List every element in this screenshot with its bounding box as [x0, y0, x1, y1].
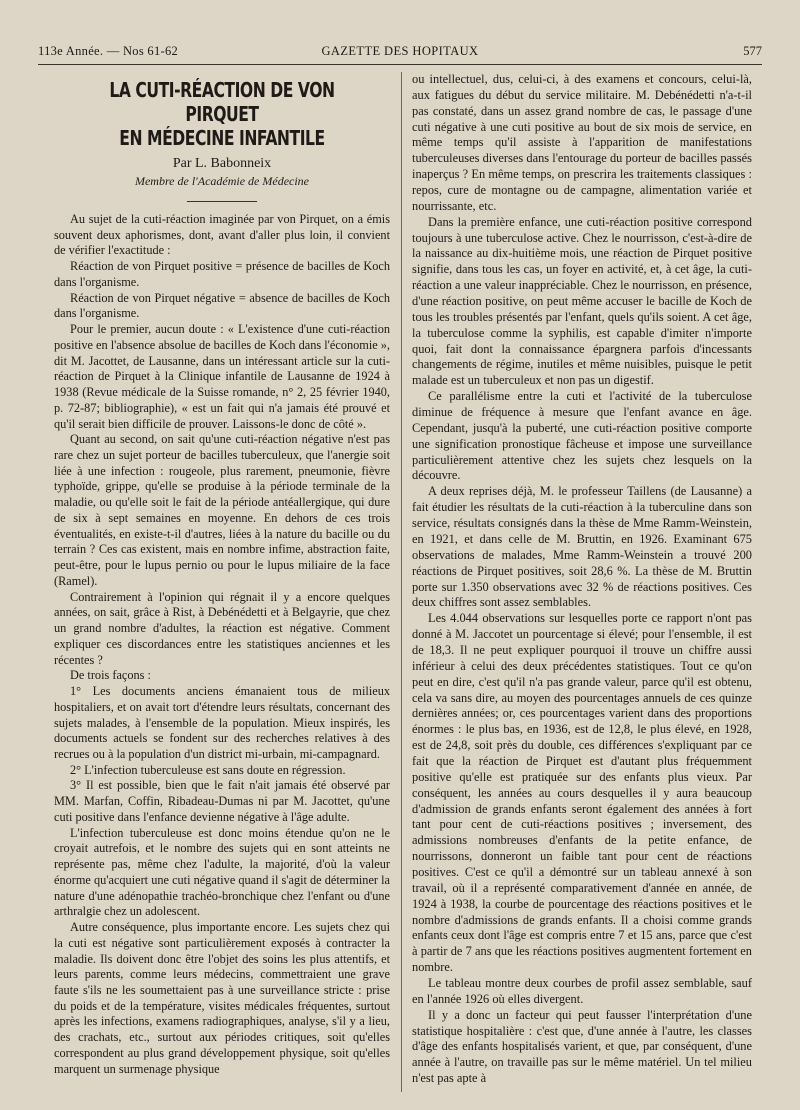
issue-info: 113e Année. — Nos 61-62	[38, 44, 179, 58]
paragraph: 1° Les documents anciens émanaient tous de milieux hospitaliers, et on avait tort d'étendre leurs résultats, concernant des sujets malades, à l'ensemble de la population. Mieux inspirés, les documents actuels se fondent sur des recherches relatives à des recrues ou à la population d'un district mi-urbain, mi-campagnard.	[54, 684, 390, 761]
page-number: 577	[743, 44, 762, 58]
paragraph: Il y a donc un facteur qui peut fausser l'interprétation d'une statistique hospitalière : c'est que, d'une année à l'autre, les classes d'âge des enfants hospitalisés varient, et que, par conséquent, d'une année à l'autre, on travaille pas sur le même matériel. Un tel milieu n'est pas apte à	[412, 1007, 752, 1086]
paragraph: 3° Il est possible, bien que le fait n'ait jamais été observé par MM. Marfan, Coffin, Ribadeau-Dumas ni par M. Jacottet, qu'une cuti positive dans l'enfance devienne négative à l'âge adulte.	[54, 778, 390, 824]
paragraph: Quant au second, on sait qu'une cuti-réaction négative n'est pas rare chez un sujet porteur de bacilles tuberculeux, que l'anergie soit liée à une infection : rougeole, plus rarement, pneumonie, fièvre typhoïde, grippe, qu'elle se produise à la période terminale de la maladie, ou qu'elle soit le fait de la période antéallergique, qui dure de six à sept semaines en moyenne. En dehors de ces trois éventualités, en existe-t-il d'autres, liées à la nature du bacille ou du terrain ? Ces cas existent, mais en nombre infime, abstraction faite, peut-être, pour le lupus pernio ou pour le lupus miliaire de la face (Ramel).	[54, 432, 390, 588]
publication-title: GAZETTE DES HOPITAUX	[321, 44, 479, 58]
author-affiliation: Membre de l'Académie de Médecine	[134, 174, 310, 188]
paragraph: Le tableau montre deux courbes de profil assez semblable, sauf en l'année 1926 où elles divergent.	[412, 975, 752, 1006]
article-byline: Par L. Babonneix	[172, 156, 272, 171]
paragraph: Dans la première enfance, une cuti-réaction positive correspond toujours à une tuberculose active. Chez le nourrisson, c'est-à-dire de la naissance au dix-huitième mois, une réaction de Pirquet positive signifie, dans tous les cas, un foyer en activité, et, à cet âge, la cuti-réaction a une valeur inappréciable. Chez le nourrisson, en présence, d'une réaction positive, on peut même accuser le bacille de Koch de tous les troubles présentés par l'enfant, quels qu'ils soient. A cet âge, la tuberculose comme la syphilis, est capable d'imiter n'importe quoi, fait dont la connaissance épargnera parfois d'incessants changements de régime, inutiles et même nuisibles, puisque le petit malade est un tuberculeux et non pas un digestif.	[412, 214, 752, 388]
paragraph: 2° L'infection tuberculeuse est sans doute en régression.	[70, 762, 346, 777]
paragraph: Les 4.044 observations sur lesquelles porte ce rapport n'ont pas donné à M. Jaccotet un pourcentage si élevé; pour l'ensemble, il est de 18,3. Il ne peut expliquer pourquoi il trouve un chiffre aussi inférieur à celui des deux précédentes statistiques. Tout ce qu'on peut en dire, c'est qu'il n'a pas grande valeur, parce qu'il est obtenu, cela va sans dire, au moyen des pourcentages annuels de ces quinze dernières années; or, ces pourcentages varient dans des proportions énormes : le plus bas, en 1936, est de 12,8, le plus élevé, en 1928, est de 24,8, soit près du double, ces différences s'expliquant par ce fait que la réaction de Pirquet est d'autant plus fréquemment positive qu'elle est pratiquée sur des enfants plus vieux. Par conséquent, les années au cours desquelles il y aura beaucoup d'admission de grands enfants seront également des années à fort tant pour cent de cuti-réactions positives ; inversement, des admissions nombreuses d'enfants de la petite enfance, de nourrissons, donneront un faible tant pour cent de réactions positives. C'est ce qu'il a démontré sur un tableau annexé à son travail, où il a représenté comparativement d'année en année, de 1924 à 1938, la courbe de pourcentage des réactions positives et le nombre d'admissions de grands enfants. Il a choisi comme grands enfants ceux dont l'âge est compris entre 7 et 15 ans, parce que c'est à partir de 7 ans que les réactions positives augmentent fortement en nombre.	[412, 611, 752, 975]
right-column-text	[412, 72, 752, 1087]
paragraph: Ce parallélisme entre la cuti et l'activité de la tuberculose diminue de fréquence à mesure que l'enfant avance en âge. Cependant, jusqu'à la puberté, une cuti-réaction positive comporte une signification pronostique fâcheuse et impose une surveillance particulièrement attentive chez les sujets chez lesquels on la découvre.	[412, 389, 752, 483]
left-column-text	[54, 212, 390, 1077]
column-divider	[401, 72, 402, 1092]
paragraph: Au sujet de la cuti-réaction imaginée par von Pirquet, on a émis souvent deux aphorismes, dont, avant d'aller plus loin, il convient de vérifier l'exactitude :	[54, 212, 390, 258]
paragraph: Pour le premier, aucun doute : « L'existence d'une cuti-réaction positive en l'absence absolue de bacilles de Koch dans l'économie », dit M. Jacottet, de Lausanne, dans un intéressant article sur la cuti-réaction de Pirquet à la Clinique infantile de Lausanne de 1924 à 1938 (Revue médicale de la Suisse romande, n° 2, 25 février 1940, p. 72-87; bibliographie), « est un fait qui n'a jamais été prouvé et qu'il serait bien difficile de prouver. Laissons-le donc de côté ».	[54, 322, 390, 431]
article-title-line-2: EN MÉDECINE INFANTILE	[119, 126, 325, 150]
paragraph: Réaction de von Pirquet négative = absence de bacilles de Koch dans l'organisme.	[54, 290, 390, 321]
paragraph: Réaction de von Pirquet positive = présence de bacilles de Koch dans l'organisme.	[54, 259, 390, 289]
page-header	[38, 42, 762, 64]
article-title	[91, 78, 353, 150]
paragraph: ou intellectuel, dus, celui-ci, à des examens et concours, celui-là, aux fatigues du début du service militaire. M. Debénédetti n'a-t-il pas constaté, dans un assez grand nombre de cas, le passage d'une cuti négative à une cuti positive au bout de six mois de service, en même temps qu'il assiste à l'apparition de manifestations tuberculeuses diverses dans l'entourage du porteur de bacilles passés inaperçus ? En même temps, on prescrira les traitements classiques : repos, cure de montagne ou de campagne, alimentation variée et nourrissante, etc.	[412, 72, 752, 213]
title-rule	[187, 201, 257, 202]
paragraph: Autre conséquence, plus importante encore. Les sujets chez qui la cuti est négative sont particulièrement exposés à contracter la maladie. Ils doivent donc être l'objet des soins les plus attentifs, et leurs parents, comme leurs médecins, commettraient une grave faute s'ils ne les soumettaient pas à une surveillance stricte : prise du poids et de la température, visites médicales fréquentes, surtout après les infections, examens radiographiques, analyse, s'il y a lieu, des crachats, etc., surtout aux périodes critiques, soit qu'elles correspondent au plus grand développement physique, soit qu'elles marquent un surmenage physique	[54, 920, 390, 1076]
article-title-line-1: LA CUTI-RÉACTION DE VON PIRQUET	[109, 78, 335, 126]
paragraph: L'infection tuberculeuse est donc moins étendue qu'on ne le croyait autrefois, et le nombre des sujets qui en sont atteints ne représente pas, même chez l'adulte, la majorité, d'où la valeur énorme qu'acquiert une cuti négative quand il s'agit de déterminer la nature d'une adénopathie trachéo-bronchique chez l'enfant ou d'une arthralgie chez un adolescent.	[54, 825, 390, 919]
left-column	[54, 72, 390, 1077]
right-column	[412, 72, 752, 1087]
paragraph: Contrairement à l'opinion qui régnait il y a encore quelques années, on sait, grâce à Rist, à Debénédetti et à Belgayrie, que chez un grand nombre d'adultes, la réaction est négative. Comment expliquer ces discordances entre les statistiques anciennes et les récentes ?	[54, 589, 390, 667]
header-rule	[38, 64, 762, 65]
paragraph: De trois façons :	[70, 668, 151, 683]
paragraph: A deux reprises déjà, M. le professeur Taillens (de Lausanne) a fait étudier les résultats de la cuti-réaction à la tuberculine dans son service, résultats consignés dans la thèse de Mme Ramm-Weinstein, en 1921, et dans celle de M. Bruttin, en 1926. Examinant 675 observations de malades, Mme Ramm-Weinstein a trouvé 200 réactions de Pirquet positives, soit 28,6 %. La thèse de M. Bruttin porte sur 1.350 observations avec 32 % de réactions positives. Ces deux chiffres sont assez semblables.	[412, 484, 752, 610]
